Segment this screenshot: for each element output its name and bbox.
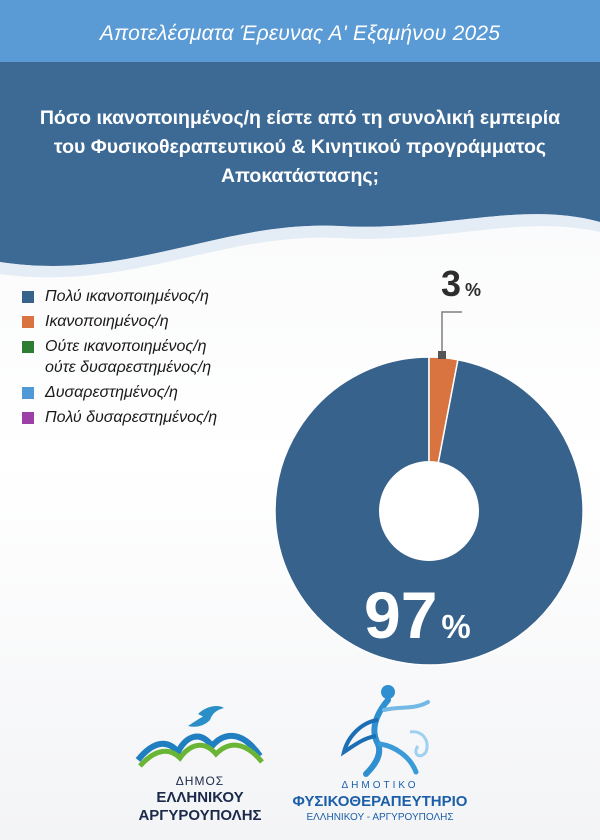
- data-label-value: 97: [364, 578, 438, 652]
- question-line-3: Αποκατάστασης;: [220, 165, 380, 187]
- municipality-logo: [120, 700, 280, 830]
- question-line-2: του Φυσικοθεραπευτικού & Κινητικού προγράμματος: [53, 136, 547, 158]
- leader-line: [442, 312, 462, 355]
- municipality-name-line-1: ΔΗΜΟΣ: [175, 774, 225, 788]
- municipality-name-line-2: ΕΛΛΗΝΙΚΟΥ: [156, 789, 244, 806]
- legend-label-line: Ικανοποιημένος/η: [45, 313, 169, 330]
- donut-hole: [379, 461, 479, 561]
- data-label-unit: %: [441, 608, 471, 645]
- dancer-figure-emblem: [290, 680, 470, 780]
- municipality-name-line-3: ΑΡΓΥΡΟΥΠΟΛΗΣ: [138, 807, 262, 824]
- center-name-line-1: ΔΗΜΟΤΙΚΟ: [341, 780, 419, 791]
- legend-label-line: Δυσαρεστημένος/η: [45, 384, 178, 401]
- data-label-very-satisfied: [364, 580, 471, 662]
- legend-label-line: ούτε δυσαρεστημένος/η: [45, 359, 212, 376]
- legend-label-line: Πολύ ικανοποιημένος/η: [45, 288, 209, 305]
- banner-title: Αποτελέσματα Έρευνας Α' Εξαμήνου 2025: [99, 22, 501, 45]
- legend-label-line: Πολύ δυσαρεστημένος/η: [45, 409, 218, 426]
- physiotherapy-center-logo: [290, 680, 470, 830]
- center-name-line-3: ΕΛΛΗΝΙΚΟΥ - ΑΡΓΥΡΟΥΠΟΛΗΣ: [306, 812, 454, 823]
- data-label-satisfied: [441, 264, 481, 310]
- data-label-unit: %: [465, 280, 482, 300]
- data-label-value: 3: [441, 263, 462, 304]
- mountains-dove-emblem: [120, 700, 280, 772]
- leader-marker: [438, 351, 446, 359]
- center-name-line-2: ΦΥΣΙΚΟΘΕΡΑΠΕΥΤΗΡΙΟ: [292, 793, 468, 810]
- question-line-1: Πόσο ικανοποιημένος/η είστε από τη συνολική εμπειρία: [39, 107, 561, 129]
- legend-label-line: Ούτε ικανοποιημένος/η: [45, 338, 207, 355]
